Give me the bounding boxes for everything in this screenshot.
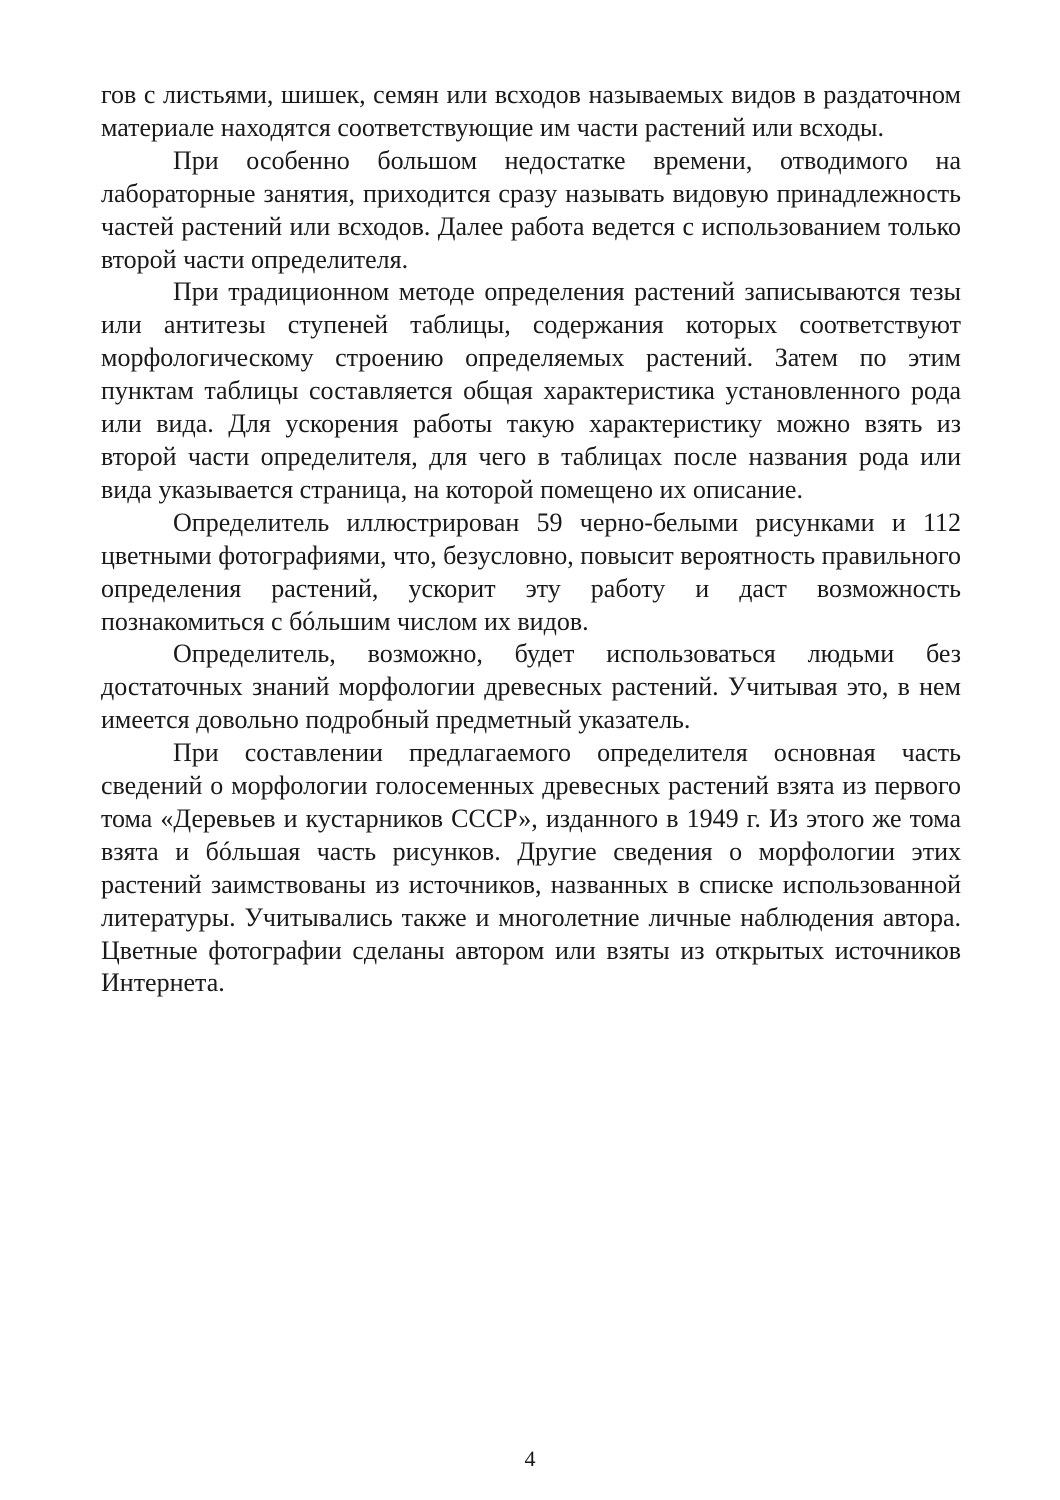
paragraph-continued: гов с листьями, шишек, семян или всходов называемых видов в раздаточном материале находятся соответствующие им части растений или всходы. [101, 80, 961, 142]
paragraph: При составлении предлагаемого определителя основная часть сведений о морфологии голосеменных древесных растений взята из первого тома «Деревьев и кустарников СССР», изданного в 1949 г. Из этого же тома взята и бóльшая часть рисунков. Другие сведения о морфологии этих растений заимствованы из источников, названных в списке использованной литературы. Учитывались также и многолетние личные наблюдения автора. Цветные фотографии сделаны автором или взяты из открытых источников Интернета. [101, 738, 961, 998]
paragraph: При особенно большом недостатке времени, отводимого на лабораторные занятия, приходится сразу называть видовую принадлежность частей растений или всходов. Далее работа ведется с использованием только второй части определителя. [101, 145, 961, 274]
paragraph: Определитель иллюстрирован 59 черно-белыми рисунками и 112 цветными фотографиями, что, безусловно, повысит вероятность правильного определения растений, ускорит эту работу и даст возможность познакомиться с бóльшим числом их видов. [101, 507, 961, 636]
body-text [101, 79, 961, 1000]
paragraph: При традиционном методе определения растений записываются тезы или антитезы ступеней таблицы, содержания которых соответствуют морфологическому строению определяемых растений. Затем по этим пунктам таблицы составляется общая характеристика установленного рода или вида. Для ускорения работы такую характеристику можно взять из второй части определителя, для чего в таблицах после названия рода или вида указывается страница, на которой помещено их описание. [101, 277, 961, 504]
paragraph: Определитель, возможно, будет использоваться людьми без достаточных знаний морфологии древесных растений. Учитывая это, в нем имеется довольно подробный предметный указатель. [101, 639, 961, 735]
page-number: 4 [524, 1446, 536, 1471]
